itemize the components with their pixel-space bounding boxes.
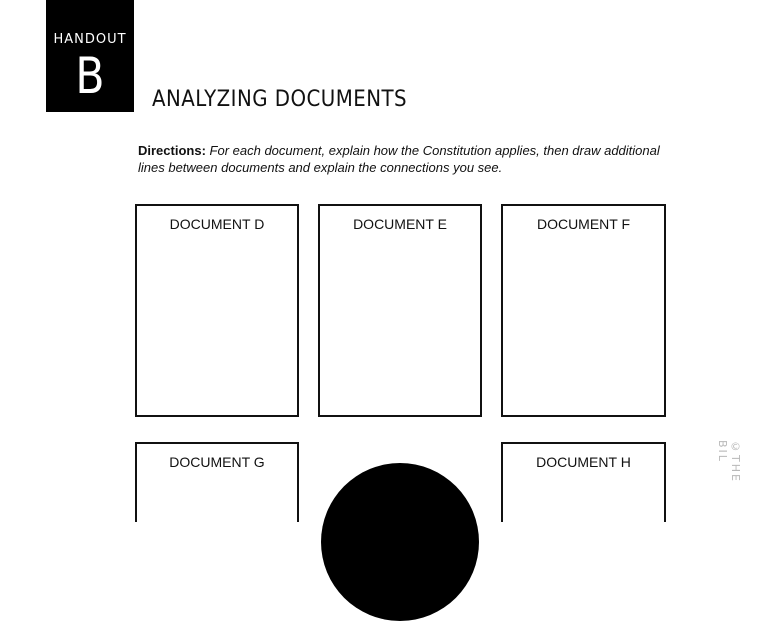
document-title: DOCUMENT G bbox=[169, 454, 265, 470]
directions-label: Directions: bbox=[138, 143, 206, 158]
copyright-text: ©THE BIL bbox=[716, 440, 742, 483]
document-box-d[interactable] bbox=[135, 204, 299, 417]
document-box-e[interactable] bbox=[318, 204, 482, 417]
document-box-h[interactable] bbox=[501, 442, 666, 522]
handout-letter: B bbox=[75, 47, 105, 105]
handout-tab bbox=[46, 0, 134, 112]
document-title: DOCUMENT E bbox=[353, 216, 447, 232]
directions bbox=[138, 142, 678, 176]
document-box-g[interactable] bbox=[135, 442, 299, 522]
document-box-f[interactable] bbox=[501, 204, 666, 417]
page-title: ANALYZING DOCUMENTS bbox=[152, 87, 408, 112]
handout-label: HANDOUT bbox=[53, 32, 127, 47]
directions-text: For each document, explain how the Constitution applies, then draw additional lines between documents and explain the connections you see. bbox=[138, 143, 660, 175]
document-title: DOCUMENT H bbox=[536, 454, 631, 470]
center-circle bbox=[321, 463, 479, 621]
document-title: DOCUMENT F bbox=[536, 216, 631, 232]
document-title: DOCUMENT D bbox=[169, 216, 265, 232]
